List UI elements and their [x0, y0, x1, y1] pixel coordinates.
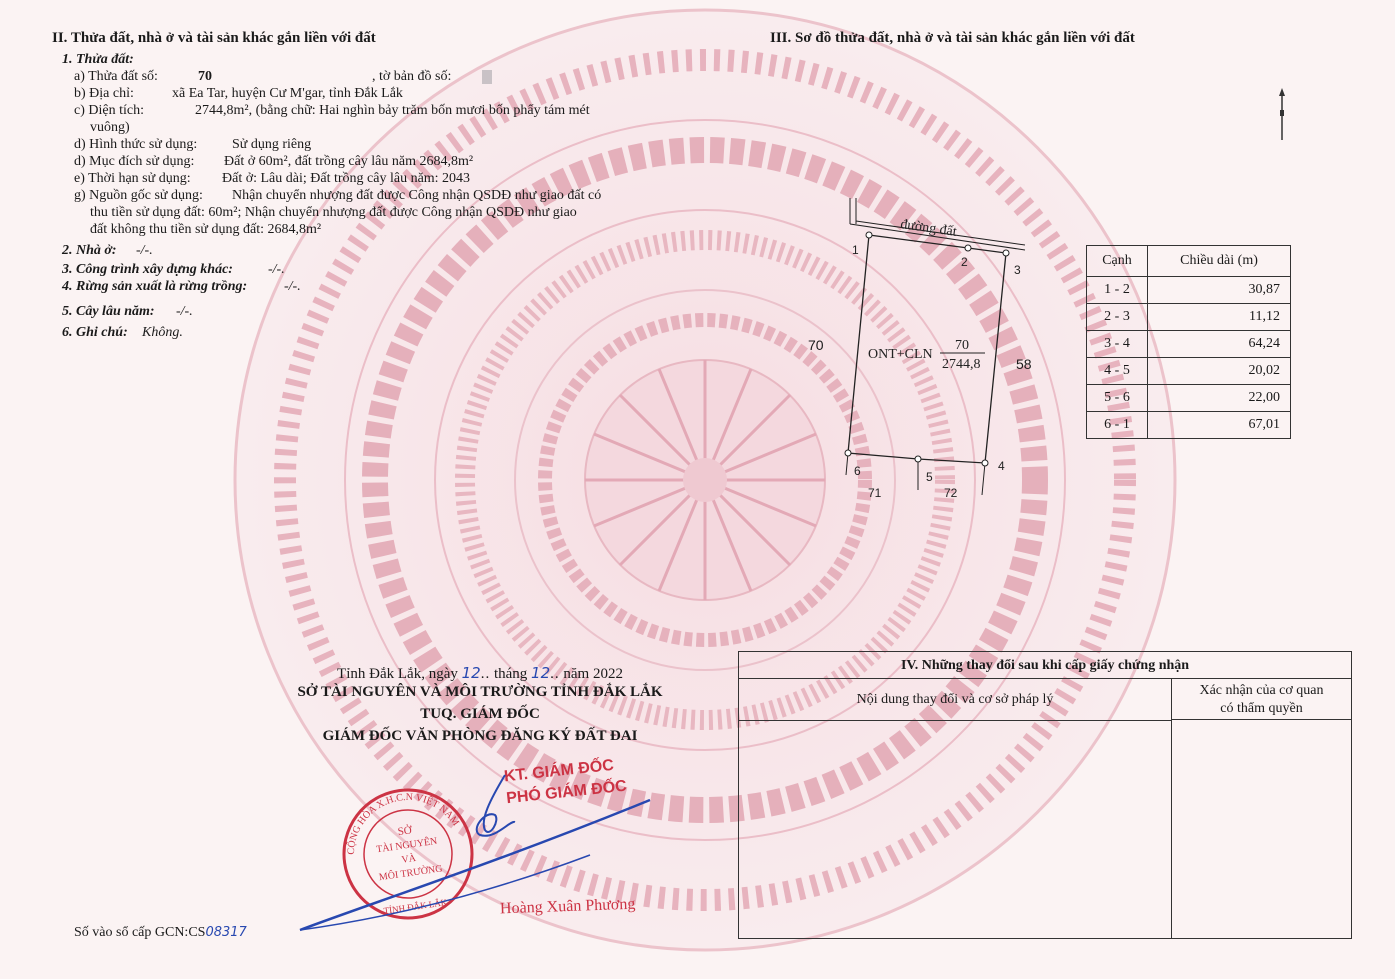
land-info — [62, 51, 682, 340]
usage-form-value: Sử dụng riêng — [232, 137, 312, 152]
table-row — [1087, 304, 1291, 331]
forest-label: 4. Rừng sản xuất là rừng trồng: — [62, 279, 248, 294]
section4-title: IV. Những thay đổi sau khi cấp giấy chứng nhận — [739, 652, 1351, 679]
seal-center-line3: VÀ — [400, 852, 417, 866]
redacted-map-number — [482, 70, 492, 84]
authorization-title: TUQ. GIÁM ĐỐC — [420, 706, 540, 722]
seal-bottom-text: TỈNH ĐẮK LẮK — [382, 897, 448, 916]
agency-name: SỞ TÀI NGUYÊN VÀ MÔI TRƯỜNG TỈNH ĐẮK LẮK — [297, 684, 663, 700]
origin-line1: Nhận chuyển nhượng đất được Công nhận QSDĐ như giao đất có — [232, 188, 602, 203]
edge-cell: 5 - 6 — [1087, 385, 1148, 412]
length-cell: 11,12 — [1148, 304, 1291, 331]
table-header-edge: Cạnh — [1087, 246, 1148, 277]
edge-cell: 3 - 4 — [1087, 331, 1148, 358]
edge-length-table — [1086, 245, 1291, 439]
point-1-marker — [866, 232, 872, 238]
origin-line2: thu tiền sử dụng đất: 60m²; Nhận chuyển nhượng đất được Công nhận QSDĐ như giao — [90, 205, 577, 220]
perennial-value: -/-. — [176, 304, 193, 319]
table-row — [1087, 412, 1291, 439]
section2-title: II. Thửa đất, nhà ở và tài sản khác gắn liền với đất — [52, 30, 376, 46]
parcel-code: ONT+CLN — [868, 347, 933, 362]
address-label: b) Địa chỉ: — [74, 86, 134, 101]
address-value: xã Ea Tar, huyện Cư M'gar, tỉnh Đắk Lắk — [172, 86, 403, 101]
length-cell: 22,00 — [1148, 385, 1291, 412]
seal-center-line1: SỞ — [397, 824, 413, 839]
issue-date: Tỉnh Đắk Lắk, ngày 12.. tháng 12.. năm 2022 — [337, 664, 623, 682]
parcel-diagram-area: 2744,8 — [942, 357, 981, 372]
point-1-label: 1 — [852, 243, 859, 257]
length-cell: 67,01 — [1148, 412, 1291, 439]
office-title: GIÁM ĐỐC VĂN PHÒNG ĐĂNG KÝ ĐẤT ĐAI — [322, 728, 638, 744]
house-label: 2. Nhà ở: — [62, 243, 117, 258]
authority-confirmation-header — [1172, 679, 1351, 720]
seal-ring-text: CỘNG HÒA X.H.C.N VIỆT NAM — [345, 791, 462, 855]
parcel-diagram-number: 70 — [955, 338, 969, 353]
point-5-label: 5 — [926, 470, 933, 484]
changes-content-header: Nội dung thay đổi và cơ sở pháp lý — [739, 679, 1172, 721]
purpose-value: Đất ở 60m², đất trồng cây lâu năm 2684,8m² — [224, 154, 474, 169]
edge-cell: 4 - 5 — [1087, 358, 1148, 385]
purpose-label: d) Mục đích sử dụng: — [74, 154, 195, 169]
date-month-label: tháng — [493, 666, 528, 682]
parcel-number: 70 — [198, 69, 212, 84]
north-arrow-icon — [1272, 88, 1292, 144]
table-header-row — [1087, 246, 1291, 277]
map-sheet-label: , tờ bản đồ số: — [372, 69, 452, 84]
table-header-length: Chiều dài (m) — [1148, 246, 1291, 277]
point-2-label: 2 — [961, 255, 968, 269]
signer-name: Hoàng Xuân Phương — [499, 895, 636, 918]
handwritten-signature — [290, 760, 670, 950]
neighbor-right: 58 — [1016, 356, 1032, 372]
neighbor-bottom-left: 71 — [868, 486, 882, 500]
area-value: 2744,8m², (bằng chữ: Hai nghìn bảy trăm bốn mươi bốn phẩy tám mét — [195, 103, 590, 118]
date-year: năm 2022 — [563, 666, 623, 682]
point-5-marker — [915, 456, 921, 462]
point-4-marker — [982, 460, 988, 466]
authority-header-line1: Xác nhận của cơ quan — [1199, 683, 1324, 698]
stamp-line2: PHÓ GIÁM ĐỐC — [505, 777, 628, 808]
term-label: e) Thời hạn sử dụng: — [74, 171, 191, 186]
stamp-line1: KT. GIÁM ĐỐC — [503, 756, 615, 786]
registry-label: Số vào sổ cấp GCN:CS — [74, 925, 206, 940]
edge-cell: 2 - 3 — [1087, 304, 1148, 331]
authority-header-line2: có thẩm quyền — [1220, 701, 1303, 716]
note-value: Không. — [142, 325, 183, 340]
origin-label: g) Nguồn gốc sử dụng: — [74, 188, 203, 203]
point-3-label: 3 — [1014, 263, 1021, 277]
table-row — [1087, 277, 1291, 304]
note-label: 6. Ghi chú: — [62, 325, 128, 340]
point-2-marker — [965, 245, 971, 251]
perennial-label: 5. Cây lâu năm: — [62, 304, 155, 319]
edge-cell: 6 - 1 — [1087, 412, 1148, 439]
house-value: -/-. — [136, 243, 153, 258]
area-label: c) Diện tích: — [74, 103, 144, 118]
forest-value: -/-. — [284, 279, 301, 294]
parcel-label: a) Thửa đất số: — [74, 69, 158, 84]
area-value-cont: vuông) — [90, 120, 130, 135]
term-value: Đất ở: Lâu dài; Đất trồng cây lâu năm: 2043 — [222, 171, 471, 186]
section3-title: III. Sơ đồ thửa đất, nhà ở và tài sản khác gắn liền với đất — [770, 30, 1135, 46]
other-construction-label: 3. Công trình xây dựng khác: — [62, 262, 233, 277]
edge-cell: 1 - 2 — [1087, 277, 1148, 304]
origin-line3: đất không thu tiền sử dụng đất: 2684,8m² — [90, 222, 322, 237]
registry-value: 08317 — [205, 925, 247, 940]
date-prefix: Tỉnh Đắk Lắk, ngày — [337, 666, 458, 682]
point-6-label: 6 — [854, 464, 861, 478]
seal-center-line2: TÀI NGUYÊN — [375, 835, 438, 856]
date-day: 12 — [461, 664, 481, 682]
usage-form-label: d) Hình thức sử dụng: — [74, 137, 198, 152]
point-3-marker — [1003, 250, 1009, 256]
point-6-marker — [845, 450, 851, 456]
column-divider — [1171, 720, 1172, 938]
registry-number — [74, 925, 247, 941]
table-row — [1087, 385, 1291, 412]
date-month: 12 — [531, 664, 551, 682]
road-label: đường đất — [899, 217, 958, 240]
length-cell: 20,02 — [1148, 358, 1291, 385]
length-cell: 30,87 — [1148, 277, 1291, 304]
length-cell: 64,24 — [1148, 331, 1291, 358]
seal-center-line4: MÔI TRƯỜNG — [378, 863, 444, 884]
land-heading: 1. Thửa đất: — [62, 52, 134, 67]
table-row — [1087, 358, 1291, 385]
parcel-diagram — [820, 190, 1080, 510]
point-4-label: 4 — [998, 459, 1005, 473]
other-construction-value: -/-. — [268, 262, 285, 277]
changes-section — [738, 651, 1352, 939]
neighbor-bottom-right: 72 — [944, 486, 958, 500]
neighbor-left: 70 — [808, 337, 824, 353]
table-row — [1087, 331, 1291, 358]
